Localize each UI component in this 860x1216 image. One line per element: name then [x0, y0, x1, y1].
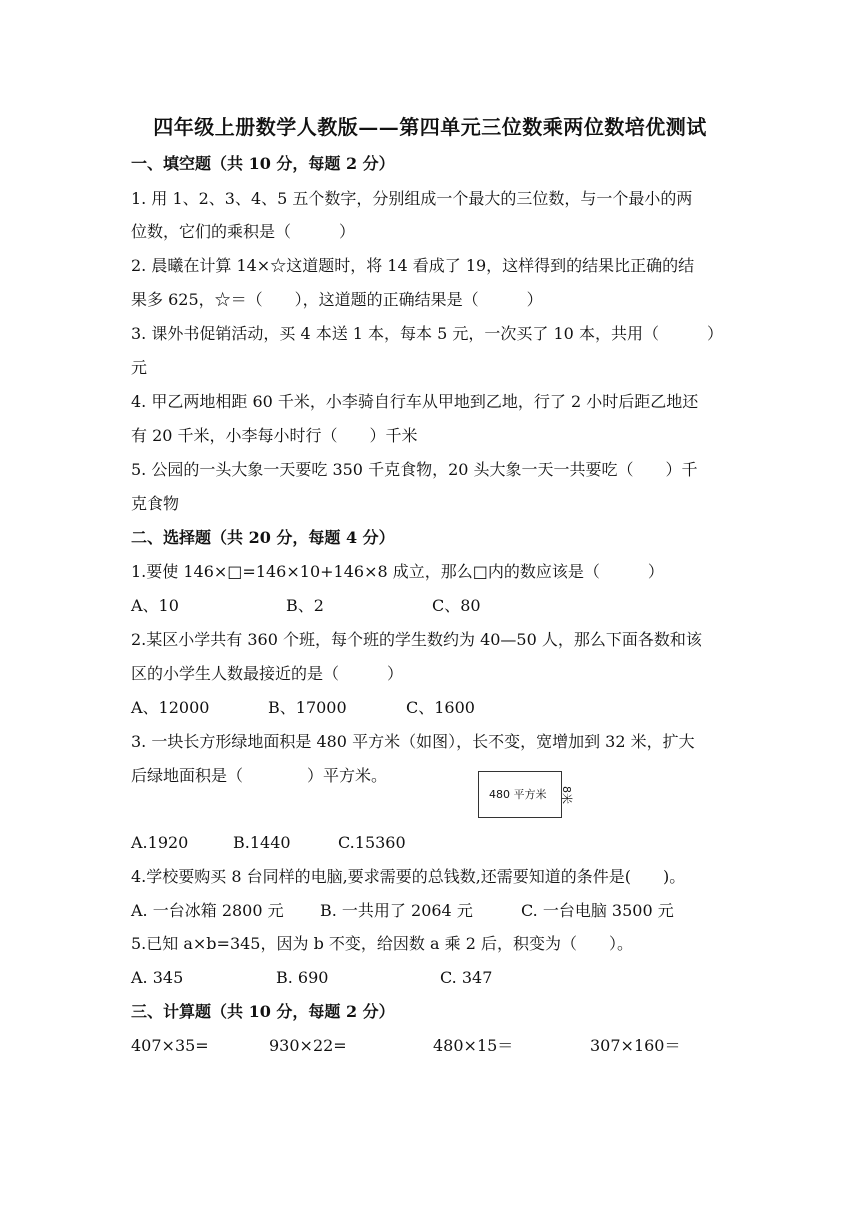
figure-area-label: 480 平方米 [489, 788, 547, 801]
choice-q1-option-b: B、2 [286, 596, 324, 615]
fill-q1-line1: 1. 用 1、2、3、4、5 五个数字，分别组成一个最大的三位数，与一个最小的两 [131, 189, 693, 208]
page-title: 四年级上册数学人教版——第四单元三位数乘两位数培优测试 [153, 115, 707, 139]
choice-q1-option-a: A、10 [131, 596, 179, 615]
choice-q3-option-b: B.1440 [233, 833, 291, 852]
choice-q5-option-c: C. 347 [440, 968, 493, 987]
calc-item-1: 407×35= [131, 1036, 209, 1055]
figure-width-label: 8米 [560, 786, 573, 804]
fill-q5-line1: 5. 公园的一头大象一天要吃 350 千克食物，20 头大象一天一共要吃（ ）千 [131, 460, 698, 479]
fill-q3-line2: 元 [131, 358, 148, 377]
rectangle-figure [478, 771, 562, 818]
calc-item-3: 480×15＝ [433, 1036, 514, 1055]
choice-q3-line2: 后绿地面积是（ ）平方米。 [131, 766, 388, 785]
choice-q3-option-c: C.15360 [338, 833, 406, 852]
choice-q1: 1.要使 146×□=146×10+146×8 成立，那么□内的数应该是（ ） [131, 562, 664, 581]
fill-q1-line2: 位数，它们的乘积是（ ） [131, 222, 356, 241]
section-3-heading: 三、计算题（共 10 分，每题 2 分） [131, 1002, 395, 1021]
calc-item-4: 307×160＝ [590, 1036, 681, 1055]
choice-q3-line1: 3. 一块长方形绿地面积是 480 平方米（如图），长不变，宽增加到 32 米，扩大 [131, 732, 695, 751]
section-2-heading: 二、选择题（共 20 分，每题 4 分） [131, 528, 395, 547]
choice-q4-option-b: B. 一共用了 2064 元 [320, 901, 473, 920]
fill-q2-line1: 2. 晨曦在计算 14×☆这道题时，将 14 看成了 19，这样得到的结果比正确的结 [131, 256, 695, 275]
fill-q4-line2: 有 20 千米，小李每小时行（ ）千米 [131, 426, 418, 445]
choice-q2-option-a: A、12000 [131, 698, 210, 717]
choice-q1-option-c: C、80 [432, 596, 481, 615]
fill-q2-line2: 果多 625，☆＝（ ），这道题的正确结果是（ ） [131, 290, 543, 309]
choice-q4: 4.学校要购买 8 台同样的电脑,要求需要的总钱数,还需要知道的条件是( )。 [131, 867, 686, 886]
section-1-heading: 一、填空题（共 10 分，每题 2 分） [131, 154, 395, 173]
choice-q2-line1: 2.某区小学共有 360 个班，每个班的学生数约为 40—50 人，那么下面各数和该 [131, 630, 702, 649]
choice-q5-option-a: A. 345 [131, 968, 184, 987]
choice-q2-option-b: B、17000 [268, 698, 347, 717]
choice-q2-line2: 区的小学生人数最接近的是（ ） [131, 664, 404, 683]
fill-q3-line1: 3. 课外书促销活动，买 4 本送 1 本，每本 5 元，一次买了 10 本，共用（ ） [131, 324, 723, 343]
fill-q4-line1: 4. 甲乙两地相距 60 千米，小李骑自行车从甲地到乙地，行了 2 小时后距乙地还 [131, 392, 699, 411]
choice-q4-option-a: A. 一台冰箱 2800 元 [131, 901, 284, 920]
choice-q3-option-a: A.1920 [131, 833, 189, 852]
calc-item-2: 930×22= [269, 1036, 347, 1055]
choice-q4-option-c: C. 一台电脑 3500 元 [521, 901, 674, 920]
choice-q2-option-c: C、1600 [406, 698, 475, 717]
fill-q5-line2: 克食物 [131, 494, 180, 513]
choice-q5-option-b: B. 690 [276, 968, 329, 987]
choice-q5: 5.已知 a×b=345，因为 b 不变，给因数 a 乘 2 后，积变为（ ）。 [131, 934, 633, 953]
